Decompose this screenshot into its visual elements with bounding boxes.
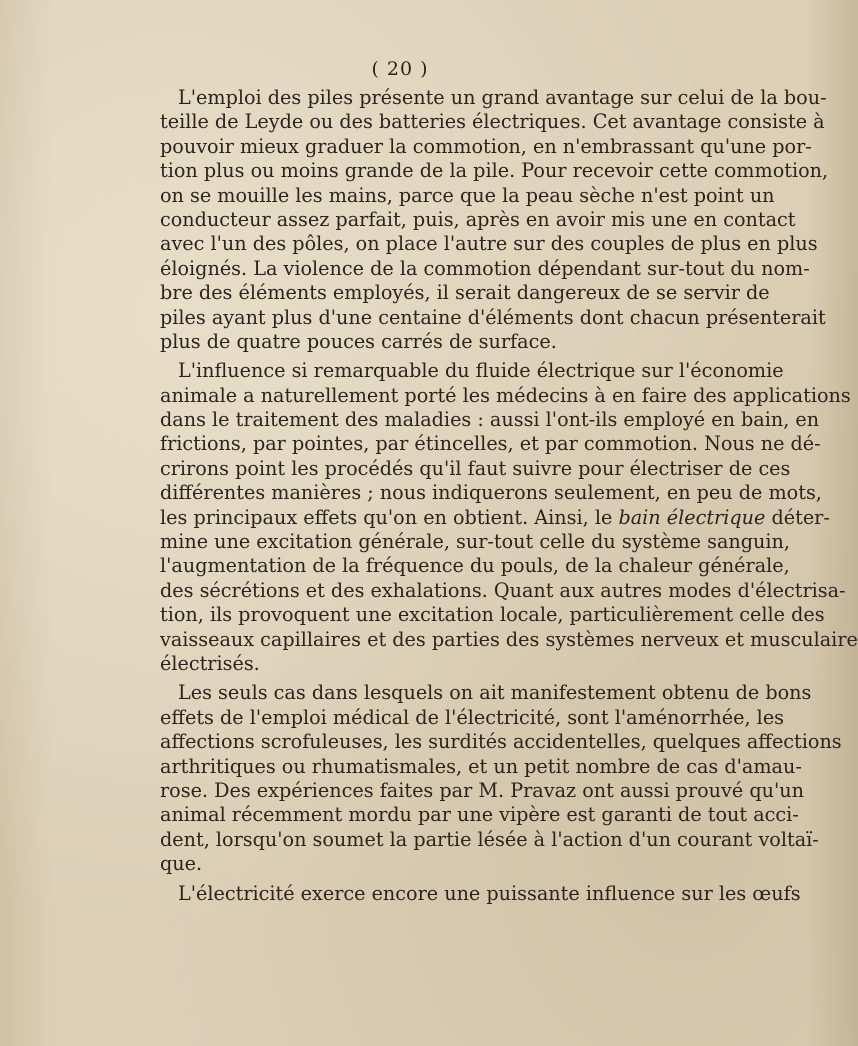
text-line: L'emploi des piles présente un grand avantage sur celui de la bou- — [178, 86, 827, 109]
page-number: ( 20 ) — [371, 58, 429, 80]
text-line: dans le traitement des maladies : aussi l'ont-ils employé en bain, en — [160, 408, 820, 432]
paragraph-medical-cases — [160, 681, 842, 876]
text-line: piles ayant plus d'une centaine d'éléments dont chacun présenterait — [160, 305, 826, 329]
text-line-with-italic — [160, 505, 830, 530]
text-body — [160, 86, 858, 906]
text-line: Les seuls cas dans lesquels on ait manifestement obtenu de bons — [178, 681, 812, 705]
text-line: animal récemment mordu par une vipère est garanti de tout acci- — [160, 803, 799, 827]
text-line: vaisseaux capillaires et des parties des systèmes nerveux et musculaire — [160, 627, 858, 651]
text-line: affections scrofuleuses, les surdités accidentelles, quelques affections — [160, 730, 842, 754]
paragraph-influence — [160, 359, 858, 676]
text-line: plus de quatre pouces carrés de surface. — [160, 329, 557, 353]
text-line: animale a naturellement porté les médecins à en faire des applications — [160, 383, 851, 407]
paragraph-piles — [160, 86, 829, 354]
text-line: électrisés. — [160, 651, 260, 675]
text-line: rose. Des expériences faites par M. Pravaz ont aussi prouvé qu'un — [160, 778, 804, 802]
paragraph-eggs — [160, 881, 801, 906]
text-line: que. — [160, 852, 203, 876]
text-line: crirons point les procédés qu'il faut suivre pour électriser de ces — [160, 456, 791, 480]
text-line: pouvoir mieux graduer la commotion, en n'embrassant qu'une por- — [160, 134, 812, 158]
italic-term: bain électrique — [618, 505, 766, 529]
text-line: teille de Leyde ou des batteries électriques. Cet avantage consiste à — [160, 110, 825, 134]
text-line: frictions, par pointes, par étincelles, et par commotion. Nous ne dé- — [160, 432, 821, 456]
text-line: arthritiques ou rhumatismales, et un petit nombre de cas d'amau- — [160, 754, 802, 778]
text-line: on se mouille les mains, parce que la peau sèche n'est point un — [160, 183, 775, 207]
text-segment: déter- — [765, 505, 830, 529]
text-line: tion plus ou moins grande de la pile. Pour recevoir cette commotion, — [160, 159, 829, 183]
text-line: des sécrétions et des exhalations. Quant aux autres modes d'électrisa- — [160, 578, 846, 602]
text-line: différentes manières ; nous indiquerons seulement, en peu de mots, — [160, 481, 822, 505]
text-line: conducteur assez parfait, puis, après en avoir mis une en contact — [160, 207, 796, 231]
text-line: L'électricité exerce encore une puissante influence sur les œufs — [178, 881, 801, 905]
text-line: bre des éléments employés, il serait dangereux de se servir de — [160, 281, 770, 305]
text-line: dent, lorsqu'on soumet la partie lésée à l'action d'un courant voltaï- — [160, 827, 819, 851]
text-line: tion, ils provoquent une excitation locale, particulièrement celle des — [160, 603, 825, 627]
text-segment: les principaux effets qu'on en obtient. Ainsi, le — [160, 505, 619, 529]
text-line: effets de l'emploi médical de l'électricité, sont l'aménorrhée, les — [160, 705, 785, 729]
text-line: avec l'un des pôles, on place l'autre sur des couples de plus en plus — [160, 232, 818, 256]
text-line: éloignés. La violence de la commotion dépendant sur-tout du nom- — [160, 256, 810, 280]
text-line: mine une excitation générale, sur-tout celle du système sanguin, — [160, 530, 791, 554]
text-line: l'augmentation de la fréquence du pouls, de la chaleur générale, — [160, 554, 790, 578]
text-line: L'influence si remarquable du fluide électrique sur l'économie — [178, 359, 784, 383]
